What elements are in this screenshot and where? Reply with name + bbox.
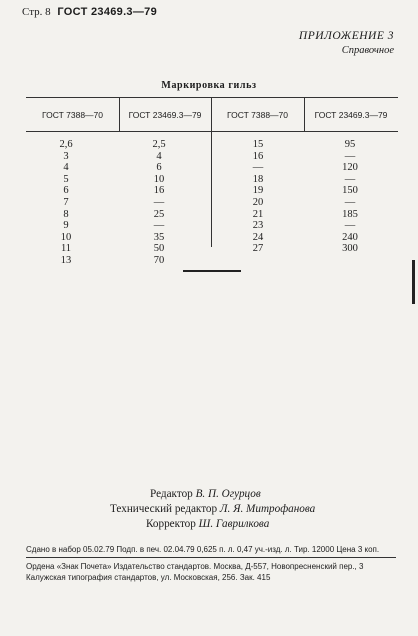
table-cell: — bbox=[153, 196, 165, 208]
table-cell: 16 bbox=[252, 150, 264, 162]
appendix-subtitle: Справочное bbox=[341, 45, 394, 56]
imprint-rule bbox=[26, 557, 396, 558]
table-cell: 2,6 bbox=[59, 139, 73, 150]
marking-table bbox=[26, 97, 398, 266]
table-cell: 8 bbox=[63, 208, 69, 220]
table-cell: 70 bbox=[153, 254, 165, 266]
end-rule bbox=[183, 270, 241, 272]
editor-line bbox=[150, 488, 261, 500]
corrector-label: Корректор bbox=[146, 518, 196, 530]
imprint-line-2: Ордена «Знак Почета» Издательство стандартов. Москва, Д-557, Новопресненский пер., 3 bbox=[26, 562, 364, 571]
table-cell: — bbox=[344, 196, 356, 208]
table-cell: 25 bbox=[153, 208, 165, 220]
table-cell: 150 bbox=[342, 185, 358, 197]
table-cell: — bbox=[252, 162, 264, 174]
table-cell: 10 bbox=[60, 231, 72, 243]
table-cell: 95 bbox=[344, 139, 356, 150]
table-cell: 35 bbox=[153, 231, 165, 243]
appendix-heading bbox=[299, 30, 394, 56]
column-3 bbox=[228, 139, 288, 255]
header-cell: ГОСТ 7388—70 bbox=[226, 110, 288, 120]
tech-editor-name: Л. Я. Митрофанова bbox=[219, 503, 316, 515]
table-cell: 9 bbox=[63, 220, 69, 232]
table-cell: 120 bbox=[342, 162, 358, 174]
table-cell: 4 bbox=[63, 162, 69, 174]
header-cell: ГОСТ 23469.3—79 bbox=[128, 110, 202, 120]
column-4 bbox=[319, 139, 381, 255]
table-cell: 20 bbox=[252, 196, 264, 208]
table-cell: 16 bbox=[153, 185, 165, 197]
appendix-title: ПРИЛОЖЕНИЕ 3 bbox=[298, 30, 394, 42]
tech-editor-line bbox=[110, 503, 315, 515]
table-cell: — bbox=[344, 173, 356, 185]
column-2 bbox=[129, 139, 189, 267]
table-cell: 18 bbox=[252, 173, 264, 185]
table-cell: 240 bbox=[342, 231, 358, 243]
table-cell: 6 bbox=[63, 185, 69, 197]
table-cell: 10 bbox=[153, 173, 165, 185]
table-cell: 7 bbox=[63, 196, 69, 208]
table-cell: 19 bbox=[252, 185, 264, 197]
imprint-line-3: Калужская типография стандартов, ул. Московская, 256. Зак. 415 bbox=[26, 573, 271, 582]
standard-number: ГОСТ 23469.3—79 bbox=[57, 6, 157, 18]
corrector-name: Ш. Гаврилкова bbox=[198, 518, 270, 530]
running-header bbox=[22, 6, 157, 18]
imprint-line-1: Сдано в набор 05.02.79 Подп. в печ. 02.04.79 0,625 п. л. 0,47 уч.-изд. л. Тир. 12000 Цена 3 коп. bbox=[26, 545, 380, 554]
page-number: Стр. 8 bbox=[22, 6, 51, 18]
table-cell: 21 bbox=[252, 208, 264, 220]
editor-label: Редактор bbox=[150, 488, 193, 500]
table-cell: 3 bbox=[63, 150, 69, 162]
table-cell: 4 bbox=[156, 150, 162, 162]
table-header-rule bbox=[26, 131, 398, 132]
table-cell: — bbox=[153, 220, 165, 232]
table-cell: 23 bbox=[252, 220, 264, 232]
corrector-line bbox=[146, 518, 269, 530]
header-cell: ГОСТ 23469.3—79 bbox=[314, 110, 388, 120]
tech-editor-label: Технический редактор bbox=[110, 503, 218, 515]
table-cell: — bbox=[344, 220, 356, 232]
table-cell: — bbox=[344, 150, 356, 162]
column-1 bbox=[36, 139, 96, 267]
table-cell: 50 bbox=[153, 243, 165, 255]
table-cell: 185 bbox=[342, 208, 358, 220]
table-cell: 5 bbox=[63, 173, 69, 185]
table-cell: 27 bbox=[252, 243, 264, 255]
table-cell: 15 bbox=[252, 139, 264, 150]
table-cell: 6 bbox=[156, 162, 162, 174]
header-cell: ГОСТ 7388—70 bbox=[41, 110, 103, 120]
table-cell: 2,5 bbox=[152, 139, 166, 150]
editor-name: В. П. Огурцов bbox=[195, 488, 261, 500]
table-cell: 11 bbox=[60, 243, 72, 255]
table-top-rule bbox=[26, 97, 398, 98]
scan-edge-mark bbox=[412, 260, 415, 304]
table-cell: 24 bbox=[252, 231, 264, 243]
table-cell: 300 bbox=[342, 243, 358, 255]
table-cell: 13 bbox=[60, 254, 72, 266]
table-title: Маркировка гильз bbox=[161, 80, 257, 91]
